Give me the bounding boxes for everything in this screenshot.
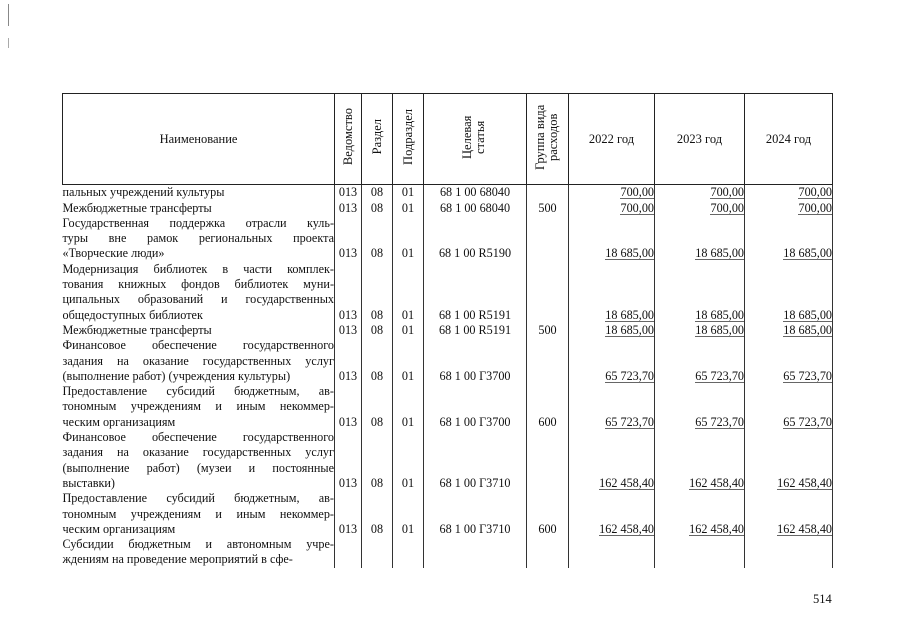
table-row	[63, 216, 833, 262]
row-article: 68 1 00 R5191	[424, 323, 527, 338]
row-expense-group	[527, 430, 569, 491]
row-section: 08	[362, 430, 393, 491]
row-section	[362, 537, 393, 568]
table-row	[63, 201, 833, 216]
row-value-2024-text: 162 458,40	[777, 521, 832, 536]
row-value-2023	[655, 323, 745, 338]
row-dept: 013	[335, 323, 362, 338]
row-subsection: 01	[393, 323, 424, 338]
row-value-2022-text: 18 685,00	[605, 322, 654, 337]
row-name-line: Финансовое обеспечение государственного	[62, 338, 334, 353]
row-subsection: 01	[393, 338, 424, 384]
row-value-2022-text: 162 458,40	[599, 521, 654, 536]
header-expense-group: Группа вида расходов	[527, 94, 569, 185]
row-name-line: Государственная поддержка отрасли куль-	[62, 215, 334, 230]
row-subsection: 01	[393, 384, 424, 430]
row-value-2022-text: 700,00	[620, 200, 654, 215]
table-header-row	[63, 94, 833, 185]
row-value-2023	[655, 491, 745, 537]
row-value-2024-text: 700,00	[798, 185, 832, 200]
table-row	[63, 384, 833, 430]
row-section: 08	[362, 185, 393, 201]
row-subsection	[393, 537, 424, 568]
row-value-2023	[655, 201, 745, 216]
row-name-line: Межбюджетные трансферты	[62, 200, 212, 215]
row-value-2022	[569, 384, 655, 430]
row-article: 68 1 00 68040	[424, 185, 527, 201]
row-article: 68 1 00 Г3700	[424, 384, 527, 430]
row-value-2022	[569, 338, 655, 384]
row-subsection: 01	[393, 430, 424, 491]
row-expense-group: 500	[527, 323, 569, 338]
row-subsection: 01	[393, 262, 424, 323]
row-value-2023-text: 162 458,40	[689, 521, 744, 536]
row-value-2022	[569, 216, 655, 262]
row-name	[63, 185, 335, 201]
row-name-line: Предоставление субсидий бюджетным, ав-	[62, 491, 334, 506]
row-subsection: 01	[393, 216, 424, 262]
row-name	[63, 323, 335, 338]
row-value-2024	[745, 185, 833, 201]
row-name-line: выставки)	[62, 475, 115, 490]
header-2024: 2024 год	[745, 94, 833, 185]
row-expense-group	[527, 537, 569, 568]
scan-margin-mark	[8, 38, 9, 48]
row-value-2023	[655, 185, 745, 201]
row-name-line: тономным учреждениям и иным некоммер-	[62, 399, 334, 414]
row-name	[63, 216, 335, 262]
row-expense-group: 500	[527, 201, 569, 216]
row-name-line: задания на оказание государственных услуг	[62, 445, 334, 460]
row-name-line: задания на оказание государственных услуг	[62, 353, 334, 368]
row-value-2023-text: 18 685,00	[695, 246, 744, 261]
row-name-line: «Творческие люди»	[62, 246, 165, 261]
row-value-2024-text: 700,00	[798, 200, 832, 215]
row-name-line: ческим организациям	[62, 521, 176, 536]
row-name	[63, 537, 335, 568]
row-value-2022	[569, 537, 655, 568]
row-article: 68 1 00 Г3710	[424, 491, 527, 537]
row-value-2024	[745, 216, 833, 262]
row-value-2022-text: 65 723,70	[605, 368, 654, 383]
row-name-line: Межбюджетные трансферты	[62, 322, 212, 337]
row-name	[63, 338, 335, 384]
table-row	[63, 262, 833, 323]
header-name: Наименование	[63, 94, 335, 185]
row-section: 08	[362, 491, 393, 537]
row-value-2023-text: 162 458,40	[689, 475, 744, 490]
row-name-line: (выполнение работ) (музеи и постоянные	[62, 460, 334, 475]
row-name-line: Финансовое обеспечение государственного	[62, 430, 334, 445]
row-expense-group	[527, 185, 569, 201]
row-dept: 013	[335, 338, 362, 384]
header-section: Раздел	[362, 94, 393, 185]
row-name	[63, 430, 335, 491]
header-2022: 2022 год	[569, 94, 655, 185]
row-value-2022	[569, 201, 655, 216]
row-dept: 013	[335, 384, 362, 430]
row-subsection: 01	[393, 201, 424, 216]
row-name	[63, 491, 335, 537]
row-value-2022-text: 18 685,00	[605, 307, 654, 322]
row-dept: 013	[335, 201, 362, 216]
row-value-2022	[569, 262, 655, 323]
row-value-2023	[655, 430, 745, 491]
table-row	[63, 537, 833, 568]
table-row	[63, 185, 833, 201]
row-article: 68 1 00 Г3700	[424, 338, 527, 384]
row-value-2022	[569, 430, 655, 491]
row-expense-group: 600	[527, 491, 569, 537]
row-value-2024	[745, 430, 833, 491]
row-name-line: (выполнение работ) (учреждения культуры)	[62, 368, 291, 383]
header-target-article: Целевая статья	[424, 94, 527, 185]
row-name-line: пальных учреждений культуры	[62, 185, 225, 200]
row-subsection: 01	[393, 491, 424, 537]
row-name-line: Предоставление субсидий бюджетным, ав-	[62, 384, 334, 399]
row-value-2024-text: 65 723,70	[783, 414, 832, 429]
row-article: 68 1 00 Г3710	[424, 430, 527, 491]
row-section: 08	[362, 201, 393, 216]
row-value-2023	[655, 216, 745, 262]
row-name	[63, 201, 335, 216]
row-value-2022-text: 65 723,70	[605, 414, 654, 429]
row-dept: 013	[335, 430, 362, 491]
row-expense-group	[527, 262, 569, 323]
row-value-2022-text: 700,00	[620, 185, 654, 200]
row-name	[63, 262, 335, 323]
row-name-line: тования книжных фондов библиотек муни-	[62, 277, 334, 292]
table-row	[63, 491, 833, 537]
row-value-2022	[569, 491, 655, 537]
row-name-line: общедоступных библиотек	[62, 307, 203, 322]
row-value-2022-text: 162 458,40	[599, 475, 654, 490]
row-value-2024	[745, 491, 833, 537]
row-value-2022	[569, 323, 655, 338]
row-dept: 013	[335, 185, 362, 201]
row-article	[424, 537, 527, 568]
row-value-2023	[655, 384, 745, 430]
row-value-2023-text: 18 685,00	[695, 307, 744, 322]
row-value-2024	[745, 262, 833, 323]
row-name-line: ческим организациям	[62, 414, 176, 429]
row-value-2024	[745, 338, 833, 384]
row-name-line: Модернизация библиотек в части комплек-	[62, 261, 334, 276]
budget-table	[62, 93, 833, 568]
row-subsection: 01	[393, 185, 424, 201]
row-name-line: Субсидии бюджетным и автономным учре-	[62, 537, 334, 552]
row-value-2024-text: 162 458,40	[777, 475, 832, 490]
row-value-2024-text: 18 685,00	[783, 246, 832, 261]
scan-margin-mark	[8, 4, 9, 26]
header-dept: Ведомство	[335, 94, 362, 185]
row-dept	[335, 537, 362, 568]
header-2023: 2023 год	[655, 94, 745, 185]
row-value-2024	[745, 537, 833, 568]
row-expense-group: 600	[527, 384, 569, 430]
row-name-line: тономным учреждениям и иным некоммер-	[62, 506, 334, 521]
row-value-2024-text: 18 685,00	[783, 307, 832, 322]
row-section: 08	[362, 323, 393, 338]
row-value-2023-text: 65 723,70	[695, 414, 744, 429]
row-value-2023	[655, 338, 745, 384]
row-dept: 013	[335, 262, 362, 323]
row-value-2023-text: 700,00	[710, 200, 744, 215]
row-expense-group	[527, 216, 569, 262]
row-section: 08	[362, 216, 393, 262]
table-row	[63, 338, 833, 384]
row-value-2023	[655, 537, 745, 568]
row-value-2024	[745, 201, 833, 216]
row-value-2024-text: 18 685,00	[783, 322, 832, 337]
table-row	[63, 323, 833, 338]
header-subsection: Подраздел	[393, 94, 424, 185]
row-name-line: туры вне рамок региональных проекта	[62, 231, 334, 246]
row-dept: 013	[335, 491, 362, 537]
row-value-2024	[745, 384, 833, 430]
row-value-2022-text: 18 685,00	[605, 246, 654, 261]
row-expense-group	[527, 338, 569, 384]
row-dept: 013	[335, 216, 362, 262]
row-value-2023-text: 700,00	[710, 185, 744, 200]
row-section: 08	[362, 384, 393, 430]
row-name	[63, 384, 335, 430]
table-row	[63, 430, 833, 491]
row-value-2023-text: 65 723,70	[695, 368, 744, 383]
row-value-2024-text: 65 723,70	[783, 368, 832, 383]
row-value-2023-text: 18 685,00	[695, 322, 744, 337]
row-name-line: ждениям на проведение мероприятий в сфе-	[62, 552, 293, 567]
page-number: 514	[813, 592, 832, 606]
row-article: 68 1 00 R5191	[424, 262, 527, 323]
row-section: 08	[362, 338, 393, 384]
row-value-2022	[569, 185, 655, 201]
row-value-2023	[655, 262, 745, 323]
row-name-line: ципальных образований и государственных	[62, 292, 334, 307]
row-value-2024	[745, 323, 833, 338]
row-article: 68 1 00 68040	[424, 201, 527, 216]
row-section: 08	[362, 262, 393, 323]
row-article: 68 1 00 R5190	[424, 216, 527, 262]
